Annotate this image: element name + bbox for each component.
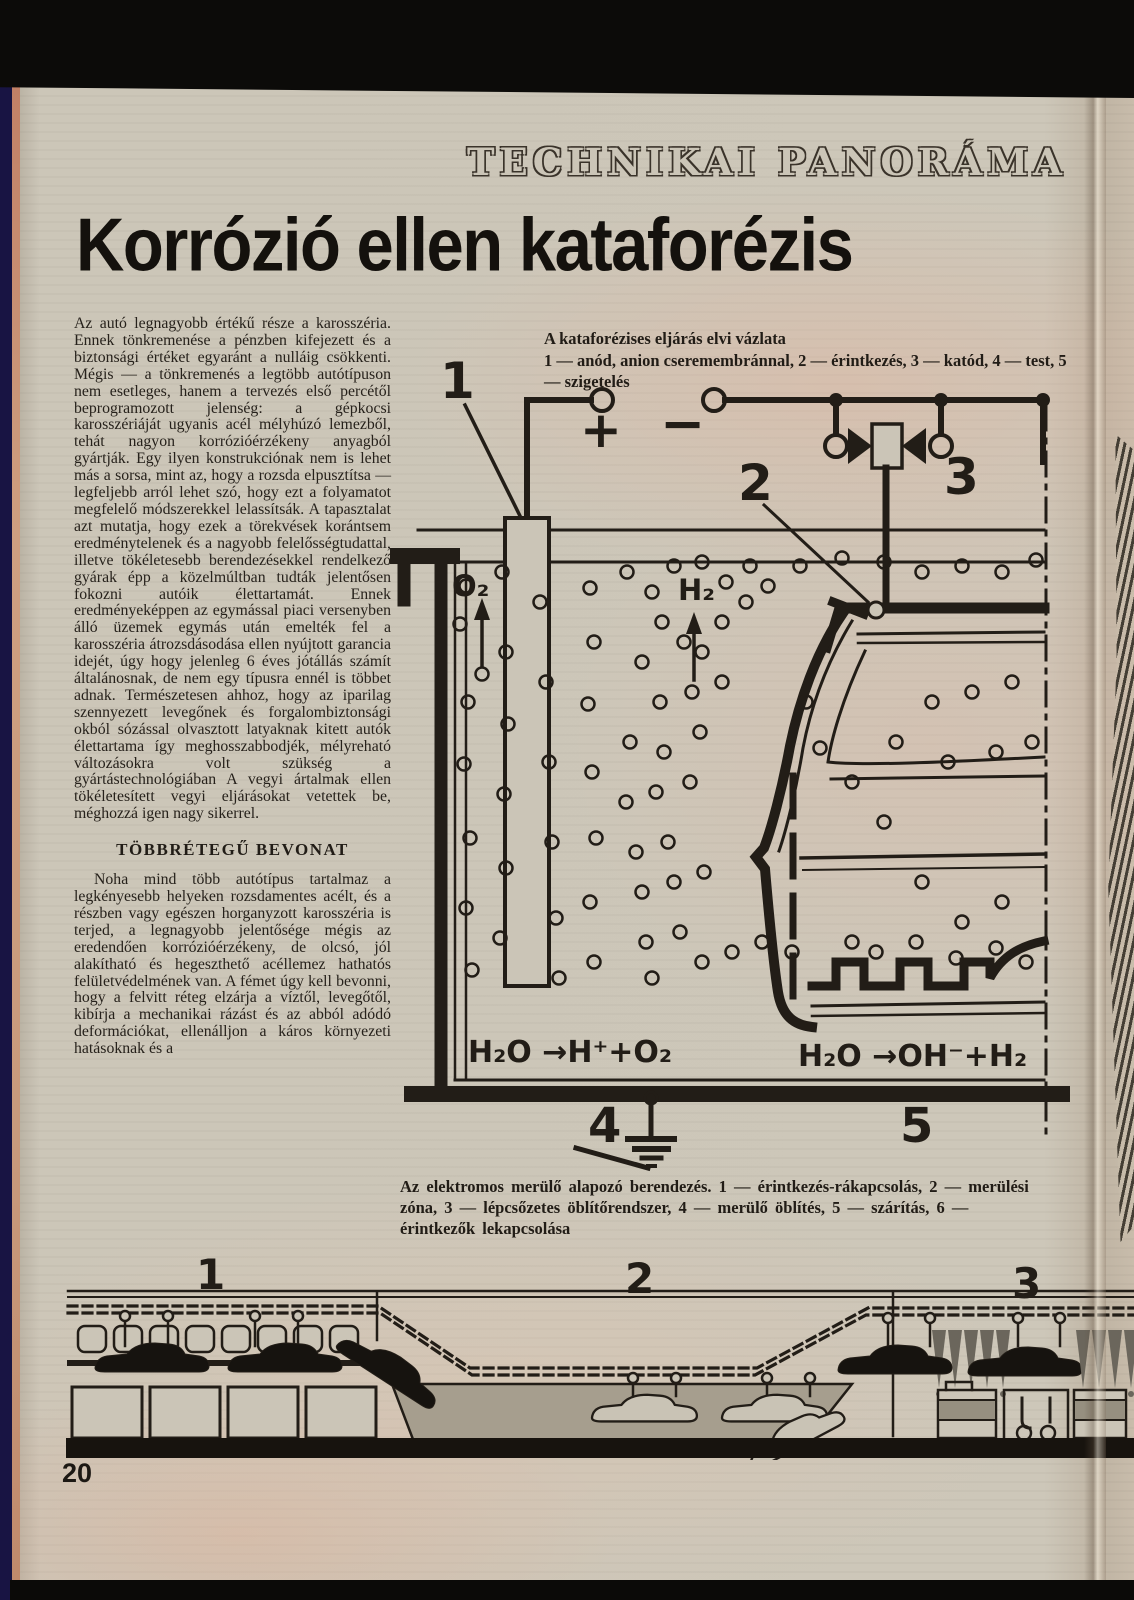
figure-bottom-label-1: 1 [196, 1250, 226, 1299]
figure-top-label-1: 1 [440, 352, 475, 410]
page-number: 20 [62, 1458, 93, 1488]
section-header: TECHNIKAI PANORÁMA [467, 140, 1067, 184]
figure-top-label-2: 2 [738, 454, 773, 512]
article-subheading: TÖBBRÉTEGŰ BEVONAT [116, 840, 349, 860]
equipment-box-row [72, 1387, 376, 1438]
oxygen-gas-label: O₂ [452, 569, 490, 603]
article-paragraph-1: Az autó legnagyobb értékű része a karosszéria. Ennek tönkremenése a pénzben kifejezett és a biztonsági értéket egyaránt a nulláig csökkenti. Mégis — a tönkremenés a legtöbb autótípuson nem esetleges, hanem a tervezés első percétől beprogramozott jelenség: a gépkocsi karosszériáját ugyanis acél mélyhúzó lemezből, tehát nagyon korrózióérzékeny anyagból gyártják. Egy ilyen konstrukciónak nem is lehet más a sorsa, mint az, hogy a rozsda elpusztítsa — legfeljebb arról lehet szó, hogy ezt a folyamatot megfelelő módszerekkel lelassítsák. A tapasztalat azt mutatja, hogy ezek a törekvések korántsem eredménytelenek és a nagyobb felelősségtudattal, illetve tökéletesebb berendezésekkel rendelkező gyárak épp a közelmúltban tudták jelentősen fokozni autóik élettartamát. Ennek eredményeképpen az egymással piaci versenyben álló üzemek egymás után emelték fel a karosszéria átrozsdásodása ellen nyújtott garancia idejét, úgy hogy jelenleg 6 éves jótállás számít általánosnak, de nem egy típusra ennél is többet adnak. Természetesen ahhoz, hogy az iparilag szennyezett levegőnek és forgalombiztonsági okból sózással olvasztott latyaknak kitett autók élettartama így meghosszabbodjék, mélyreható változásokra volt szükség a gyártástechnológiában A vegyi ártalmak ellen tökéletesített vegyi eljárásokat vetettek be, méghozzá igen nagy sikerrel. [74, 315, 391, 823]
plus-terminal-label: + [580, 401, 622, 459]
figure-bottom-label-2: 2 [625, 1254, 655, 1303]
minus-terminal-label: − [660, 392, 706, 455]
figure-top-caption-title: A kataforézises eljárás elvi vázlata [544, 329, 786, 348]
figure-top-label-4: 4 [588, 1098, 622, 1154]
figure-bottom-caption: Az elektromos merülő alapozó berendezés. 1 — érintkezés-rákapcsolás, 2 — merülési zóna, 3 — lépcsőzetes öblítőrendszer, 4 — merülő öblítés, 5 — szárítás, 6 — érintkezők lekapcsolása [400, 1177, 1029, 1238]
scan-bottom-band [10, 1580, 1134, 1600]
figure-bottom-diagram [60, 1245, 1134, 1460]
article-column [74, 316, 391, 1058]
anode-reaction-formula: H₂O →H⁺+O₂ [468, 1035, 673, 1070]
page-title: Korrózió ellen kataforézis [76, 203, 853, 288]
figure-top-label-5: 5 [900, 1098, 934, 1154]
magazine-page [12, 86, 1134, 1580]
contact-fixture-row [78, 1326, 358, 1352]
hydrogen-gas-label: H₂ [678, 573, 715, 607]
figure-top-caption-legend: 1 — anód, anion cseremembránnal, 2 — érintkezés, 3 — katód, 4 — test, 5 — szigetelés [544, 351, 1067, 391]
scan-top-band [0, 0, 1134, 98]
figure-top-diagram [390, 332, 1085, 1172]
figure-bottom-label-3: 3 [1012, 1259, 1042, 1308]
cathode-reaction-formula: H₂O →OH⁻+H₂ [798, 1039, 1028, 1074]
page-fold [1084, 86, 1106, 1580]
figure-top-label-3: 3 [944, 448, 979, 506]
article-paragraph-2: Noha mind több autótípus tartalmaz a legkényesebb helyeken rozsdamentes acélt, és a részben vagy egészen horganyzott karosszéria is terjed, a legnagyobb jelentősége mégis az eredendően korrózióérzékeny, de olcsó, jól alakítható és hegeszthető acéllemez hathatós felületvédelmének van. A fémet úgy kell bevonni, hogy a felvitt réteg elzárja a víztől, levegőtől, kibírja a mechanikai rázást és az abból adódó deformációkat, ellenálljon a káros környezeti hatásoknak és a [74, 871, 391, 1058]
adjacent-page-image-sliver [1104, 434, 1134, 1242]
